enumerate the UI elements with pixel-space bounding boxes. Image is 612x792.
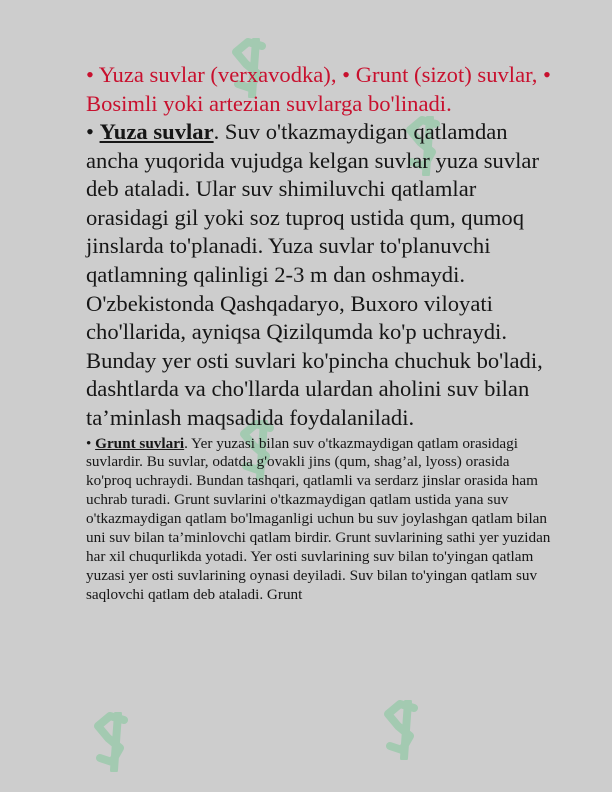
intro-classification: • Yuza suvlar (verxavodka), • Grunt (sizot) suvlar, • Bosimli yoki artezian suvlarga bo'linadi. [86, 62, 551, 116]
paragraph-body: . Yer yuzasi bilan suv o'tkazmaydigan qatlam orasidagi suvlardir. Bu suvlar, odatda g'ovakli jins (qum, shag’al, lyoss) orasida ko'proq uchraydi. Bundan tashqari, qatlamli va serdarz jinslar orasida ham uchrab turadi. Grunt suvlarini o'tkazmaydigan qatlam ustida yana suv o'tkazmaydigan qatlam bo'lmaganligi uchun bu suv joylashgan qatlam bilan uni suv bilan ta’minlovchi qatlam birdir. Grunt suvlarining sathi yer yuzidan har xil chuqurlikda yotadi. Yer osti suvlarining suv bilan to'yingan qatlam yuzasi yer osti suvlarining oynasi deyiladi. Suv bilan to'yingan qatlam suv saqlovchi qatlam deb ataladi. Grunt [86, 434, 551, 603]
watermark-icon [380, 700, 426, 760]
paragraph-grunt-suvlari [86, 435, 556, 605]
term-yuza-suvlar: Yuza suvlar [99, 119, 214, 144]
bullet: • [86, 119, 100, 144]
watermark-icon [90, 712, 136, 772]
bullet: • [86, 434, 96, 452]
document-body [86, 60, 556, 605]
paragraph-body: . Suv o'tkazmaydigan qatlamdan ancha yuqorida vujudga kelgan suvlar yuza suvlar deb ataladi. Ular suv shimiluvchi qatlamlar orasidagi gil yoki soz tuproq ustida qum, qumoq jinslarda to'planadi. Yuza suvlar to'planuvchi qatlamning qalinligi 2-3 m dan oshmaydi. O'zbekistonda Qashqadaryo, Buxoro viloyati cho'llarida, ayniqsa Qizilqumda ko'p uchraydi. Bunday yer osti suvlari ko'pincha chuchuk bo'ladi, dashtlarda va cho'llarda ulardan aholini suv bilan ta’minlash maqsadida foydalaniladi. [86, 119, 543, 430]
paragraph-yuza-suvlar [86, 118, 556, 433]
term-grunt-suvlari: Grunt suvlari [95, 434, 185, 452]
